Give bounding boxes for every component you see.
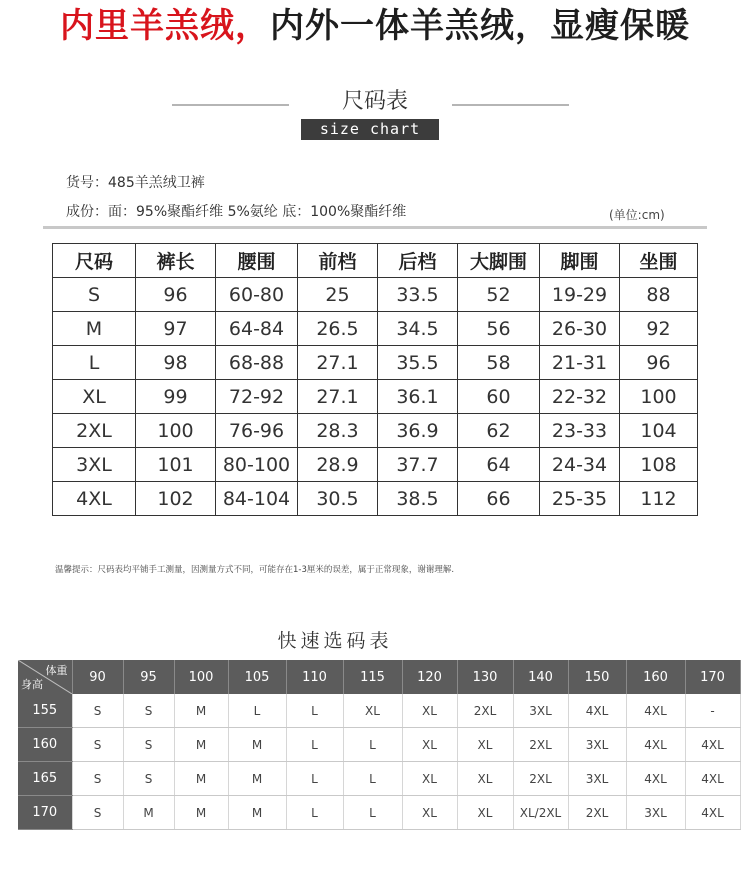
table-cell: S <box>123 728 174 762</box>
table-row <box>18 796 740 830</box>
table-cell: 25 <box>298 278 378 312</box>
table-cell: 60 <box>458 380 540 414</box>
table-cell: 28.3 <box>298 414 378 448</box>
size-header-cell: 脚围 <box>540 244 620 278</box>
size-header-cell: 腰围 <box>216 244 298 278</box>
unit-label: (单位:cm) <box>609 208 665 222</box>
table-cell: 60-80 <box>216 278 298 312</box>
size-label-cell: S <box>53 278 136 312</box>
table-cell: 4XL <box>685 728 740 762</box>
table-cell: 99 <box>136 380 216 414</box>
table-cell: S <box>72 762 123 796</box>
table-cell: L <box>286 728 343 762</box>
table-cell: 3XL <box>513 694 568 728</box>
table-cell: 100 <box>620 380 698 414</box>
promo-headline <box>0 6 750 46</box>
size-label-cell: L <box>53 346 136 380</box>
table-row <box>53 414 698 448</box>
table-cell: 3XL <box>568 762 626 796</box>
table-cell: 4XL <box>626 728 685 762</box>
table-row <box>53 380 698 414</box>
table-row <box>18 728 740 762</box>
table-cell: 101 <box>136 448 216 482</box>
table-cell: M <box>123 796 174 830</box>
table-cell: L <box>286 796 343 830</box>
quick-size-table <box>18 660 741 830</box>
table-cell: M <box>174 728 228 762</box>
height-header-cell: 170 <box>18 796 72 830</box>
table-cell: 37.7 <box>378 448 458 482</box>
divider-band <box>43 226 707 229</box>
table-cell: L <box>343 762 402 796</box>
weight-header-cell: 95 <box>123 660 174 694</box>
table-cell: 4XL <box>568 694 626 728</box>
table-cell: 2XL <box>457 694 513 728</box>
table-cell: 96 <box>620 346 698 380</box>
table-cell: 2XL <box>568 796 626 830</box>
weight-header-cell: 140 <box>513 660 568 694</box>
table-cell: 27.1 <box>298 380 378 414</box>
table-cell: 30.5 <box>298 482 378 516</box>
table-cell: 21-31 <box>540 346 620 380</box>
table-cell: S <box>123 694 174 728</box>
table-cell: XL/2XL <box>513 796 568 830</box>
table-cell: M <box>174 796 228 830</box>
table-cell: S <box>72 796 123 830</box>
table-cell: 66 <box>458 482 540 516</box>
table-cell: M <box>228 728 286 762</box>
table-cell: 64 <box>458 448 540 482</box>
table-cell: S <box>72 694 123 728</box>
table-row <box>53 448 698 482</box>
table-cell: 100 <box>136 414 216 448</box>
table-cell: XL <box>402 694 457 728</box>
table-cell: 33.5 <box>378 278 458 312</box>
quick-table-body <box>18 694 740 830</box>
table-cell: 35.5 <box>378 346 458 380</box>
height-header-cell: 155 <box>18 694 72 728</box>
table-cell: L <box>286 762 343 796</box>
table-cell: 88 <box>620 278 698 312</box>
table-cell: M <box>174 694 228 728</box>
table-cell: XL <box>457 762 513 796</box>
table-cell: 58 <box>458 346 540 380</box>
table-cell: 92 <box>620 312 698 346</box>
table-cell: 72-92 <box>216 380 298 414</box>
table-cell: 19-29 <box>540 278 620 312</box>
weight-header-cell: 120 <box>402 660 457 694</box>
table-cell: 22-32 <box>540 380 620 414</box>
table-cell: M <box>228 762 286 796</box>
table-cell: 62 <box>458 414 540 448</box>
table-cell: XL <box>457 796 513 830</box>
weight-header-cell: 100 <box>174 660 228 694</box>
size-header-cell: 前档 <box>298 244 378 278</box>
weight-header-cell: 90 <box>72 660 123 694</box>
table-cell: XL <box>457 728 513 762</box>
height-header-cell: 165 <box>18 762 72 796</box>
table-cell: 112 <box>620 482 698 516</box>
table-cell: 27.1 <box>298 346 378 380</box>
table-cell: M <box>174 762 228 796</box>
table-cell: 23-33 <box>540 414 620 448</box>
table-cell: 2XL <box>513 728 568 762</box>
table-cell: - <box>685 694 740 728</box>
item-number: 货号：485羊羔绒卫裤 <box>66 175 205 191</box>
table-cell: 26.5 <box>298 312 378 346</box>
table-row <box>53 482 698 516</box>
table-cell: 4XL <box>626 694 685 728</box>
size-table-body <box>53 278 698 516</box>
quick-table-header <box>18 660 740 694</box>
size-table-header <box>53 244 698 278</box>
size-header-cell: 裤长 <box>136 244 216 278</box>
corner-height-label: 身高 <box>21 678 43 691</box>
table-cell: L <box>343 728 402 762</box>
size-header-cell: 尺码 <box>53 244 136 278</box>
table-cell: S <box>123 762 174 796</box>
table-cell: 36.9 <box>378 414 458 448</box>
table-cell: 97 <box>136 312 216 346</box>
weight-header-cell: 130 <box>457 660 513 694</box>
table-cell: 56 <box>458 312 540 346</box>
table-cell: 25-35 <box>540 482 620 516</box>
measurement-tip: 温馨提示：尺码表均平铺手工测量，因测量方式不同，可能存在1-3厘米的误差，属于正常现象，谢谢理解. <box>55 565 455 575</box>
table-cell: 96 <box>136 278 216 312</box>
size-header-cell: 后档 <box>378 244 458 278</box>
table-cell: 84-104 <box>216 482 298 516</box>
table-row <box>18 762 740 796</box>
weight-header-cell: 170 <box>685 660 740 694</box>
size-table <box>52 243 698 516</box>
size-label-cell: 4XL <box>53 482 136 516</box>
composition: 成份：面：95%聚酯纤维 5%氨纶 底：100%聚酯纤维 <box>66 204 407 220</box>
weight-header-cell: 105 <box>228 660 286 694</box>
table-cell: 104 <box>620 414 698 448</box>
table-cell: 24-34 <box>540 448 620 482</box>
table-cell: XL <box>343 694 402 728</box>
table-row <box>53 312 698 346</box>
table-row <box>18 694 740 728</box>
weight-header-cell: 115 <box>343 660 402 694</box>
size-label-cell: XL <box>53 380 136 414</box>
table-cell: XL <box>402 796 457 830</box>
corner-weight-label: 体重 <box>45 664 68 677</box>
table-cell: 98 <box>136 346 216 380</box>
size-header-cell: 大脚围 <box>458 244 540 278</box>
table-cell: 76-96 <box>216 414 298 448</box>
table-cell: 26-30 <box>540 312 620 346</box>
size-label-cell: 2XL <box>53 414 136 448</box>
table-cell: 3XL <box>568 728 626 762</box>
table-cell: 28.9 <box>298 448 378 482</box>
size-label-cell: M <box>53 312 136 346</box>
table-cell: 64-84 <box>216 312 298 346</box>
table-cell: M <box>228 796 286 830</box>
table-row <box>53 346 698 380</box>
table-cell: 80-100 <box>216 448 298 482</box>
size-label-cell: 3XL <box>53 448 136 482</box>
table-cell: 3XL <box>626 796 685 830</box>
height-header-cell: 160 <box>18 728 72 762</box>
table-cell: 34.5 <box>378 312 458 346</box>
table-cell: 52 <box>458 278 540 312</box>
table-cell: 68-88 <box>216 346 298 380</box>
table-cell: 2XL <box>513 762 568 796</box>
table-cell: 4XL <box>685 796 740 830</box>
size-header-cell: 坐围 <box>620 244 698 278</box>
table-row <box>53 278 698 312</box>
table-cell: 108 <box>620 448 698 482</box>
table-cell: 4XL <box>685 762 740 796</box>
table-cell: 102 <box>136 482 216 516</box>
table-cell: S <box>72 728 123 762</box>
table-cell: XL <box>402 762 457 796</box>
table-cell: XL <box>402 728 457 762</box>
headline-dark-text: 内外一体羊羔绒，显瘦保暖 <box>270 6 690 46</box>
weight-header-cell: 150 <box>568 660 626 694</box>
size-chart-title: 尺码表 <box>341 89 408 114</box>
headline-red-text: 内里羊羔绒， <box>60 6 270 46</box>
table-cell: L <box>343 796 402 830</box>
weight-header-cell: 160 <box>626 660 685 694</box>
table-cell: 4XL <box>626 762 685 796</box>
quick-table-corner <box>18 660 72 694</box>
table-cell: L <box>286 694 343 728</box>
table-cell: 36.1 <box>378 380 458 414</box>
size-chart-badge: size chart <box>301 119 439 140</box>
weight-header-cell: 110 <box>286 660 343 694</box>
table-cell: 38.5 <box>378 482 458 516</box>
quick-chart-title: 快速选码表 <box>277 630 393 652</box>
table-cell: L <box>228 694 286 728</box>
